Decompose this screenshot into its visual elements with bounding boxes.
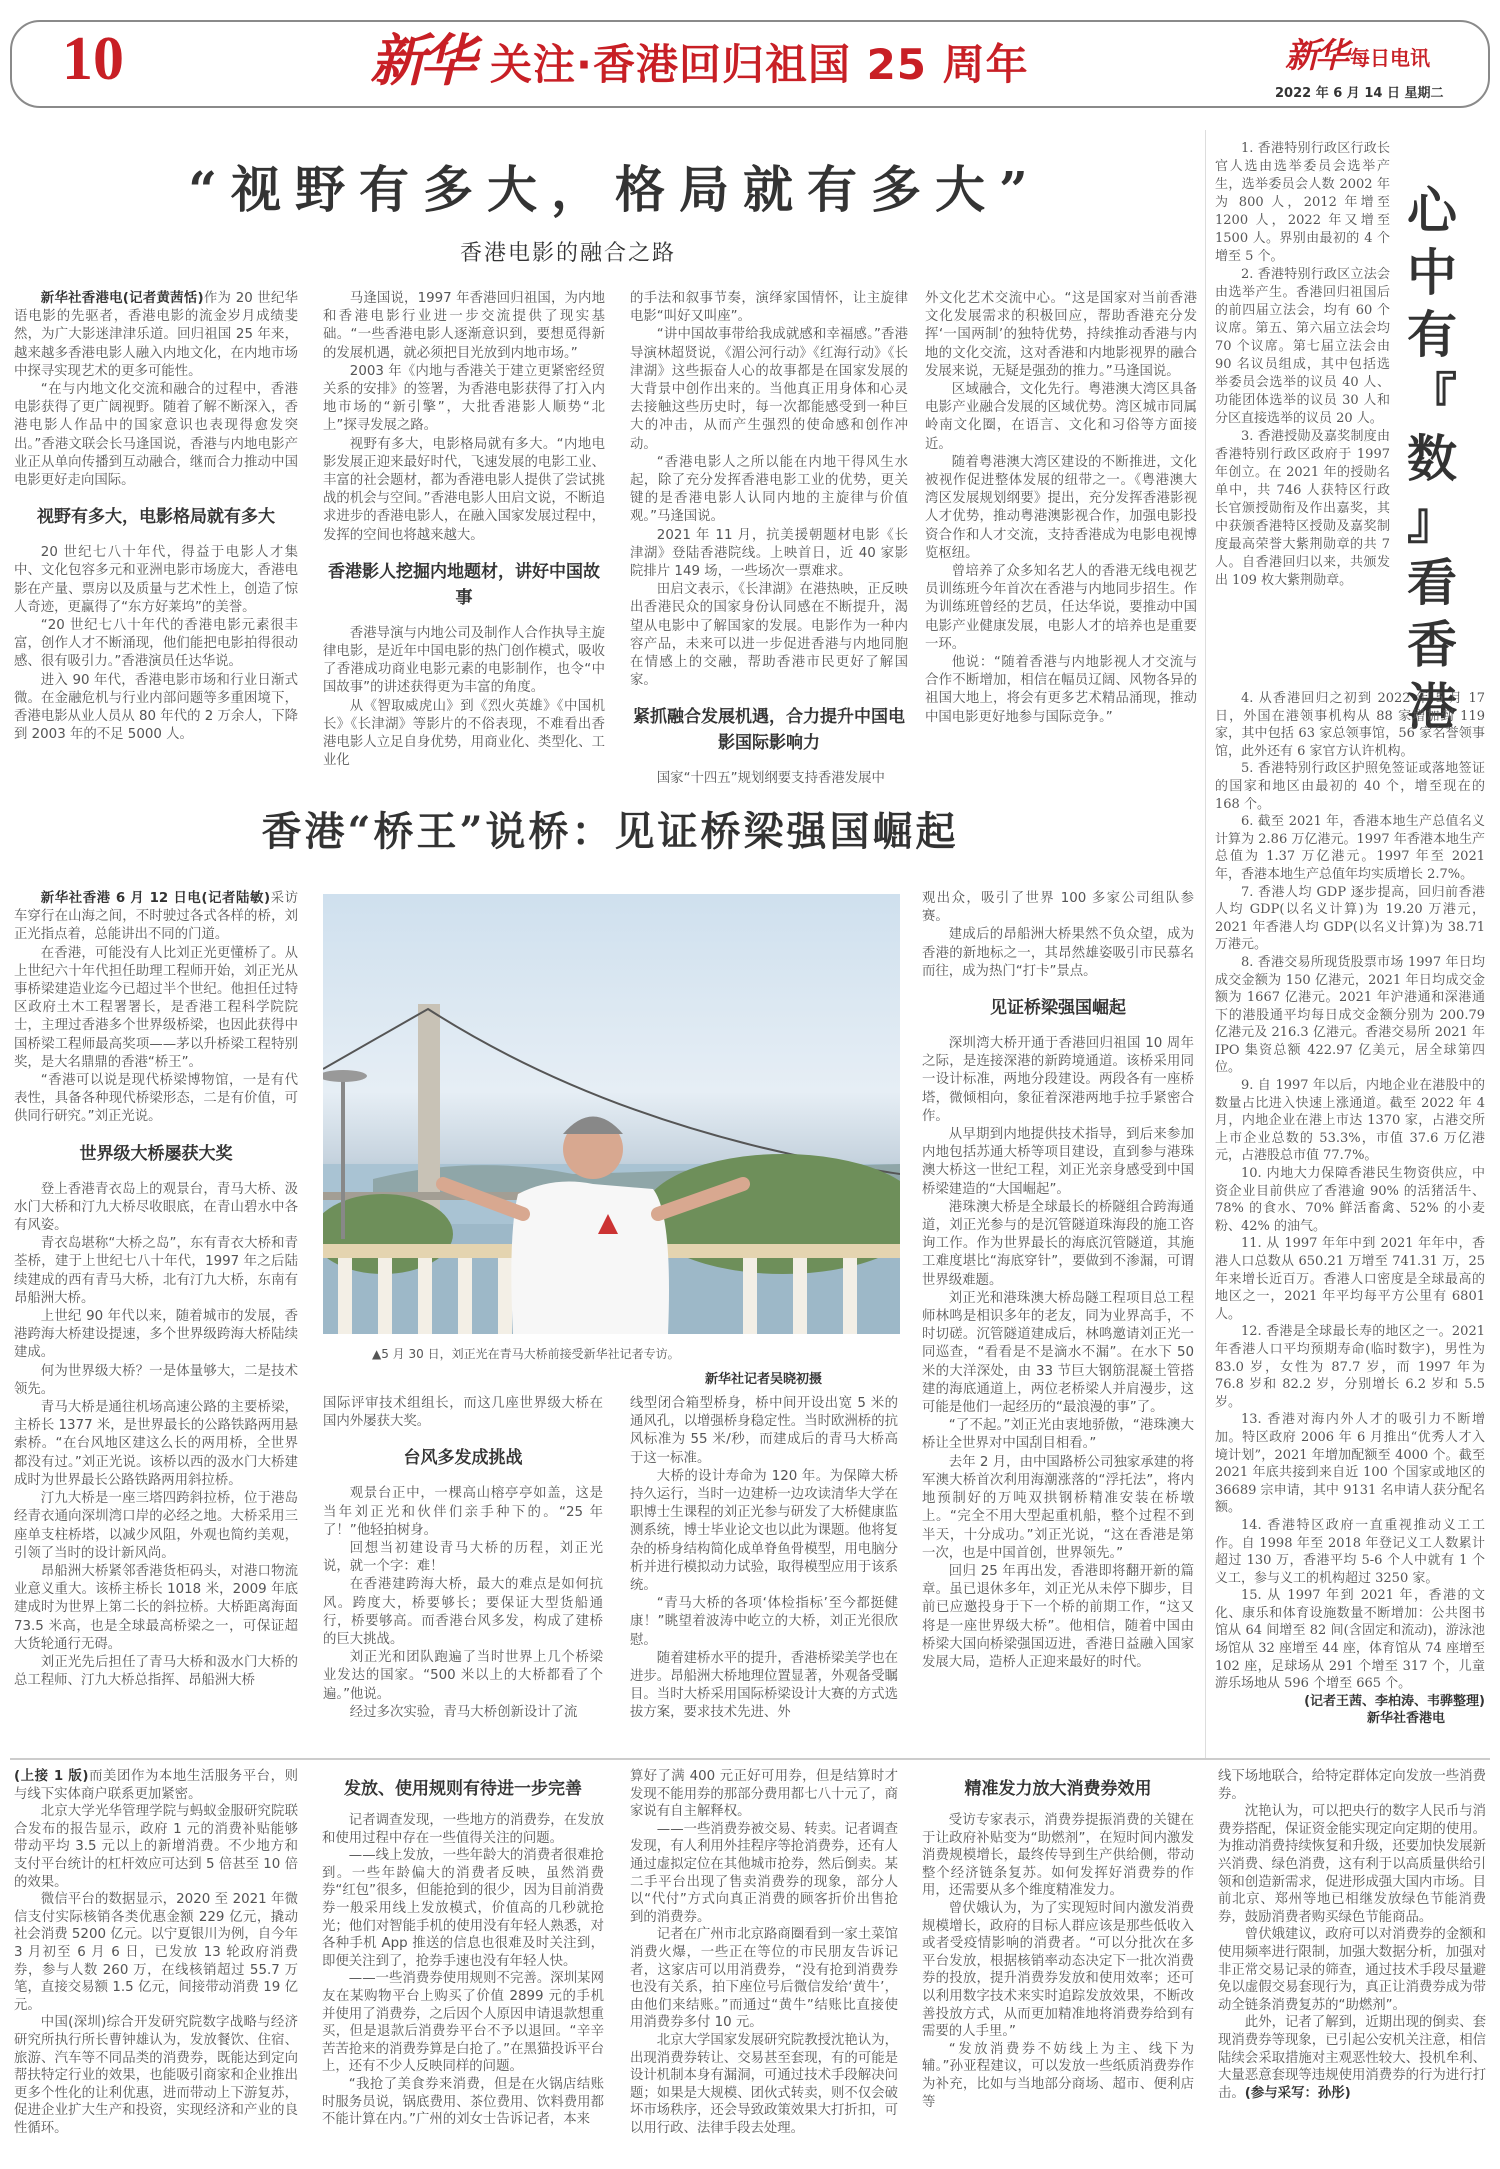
paragraph: 线型闭合箱型桥身，桥中间开设出宽 5 米的通风孔，以增强桥身稳定性。当时欧洲桥的抗风标准为 55 米/秒，而建成后的青马大桥高于这一标准。 (630, 1396, 898, 1466)
paragraph: 去年 2 月，由中国路桥公司独家承建的将军澳大桥首次利用海潮涨落的“浮托法”，将内地预制好的万吨双拱钢桥精准安装在桥墩上。“完全不用大型起重机船，整个过程不到半天，十分成功。”刘正光说，“这在香港是第一次，也是中国首创，世界领先。” (922, 1454, 1194, 1561)
paragraph: 他说：“随着香港与内地影视人才交流与合作不断增加，相信在幅员辽阔、风物各异的祖国大地上，将会有更多艺术精品涌现，推动中国电影更好地参与国际竞争。” (925, 655, 1197, 725)
fact-item: 11. 从 1997 年年中到 2021 年年中，香港人口总数从 650.21 万增至 741.31 万，25 年来增长近百万。香港人口密度是全球最高的地区之一，2021 年平均每平方公里有 6801 人。 (1215, 1236, 1485, 1322)
paragraph: 香港导演与内地公司及制作人合作执导主旋律电影，是近年中国电影的热门创作模式，吸收了香港成功商业电影元素的电影制作，也令“中国故事”的讲述获得更为丰富的角度。 (323, 625, 605, 696)
column-divider (1205, 130, 1206, 1760)
paragraph: “香港电影人之所以能在内地干得风生水起，除了充分发挥香港电影工业的优势，更关键的是香港电影人认同内地的主旋律与价值观。”马逢国说。 (630, 454, 908, 525)
fact-item: 4. 从香港回归之初到 2022 年 5 月 17 日，外国在港领事机构从 88 家增加到 119 家，其中包括 63 家总领事馆，56 家名誉领事馆，此外还有 6 家官方认许机构。 (1215, 691, 1485, 759)
paragraph: 刘正光和港珠澳大桥岛隧工程项目总工程师林鸣是相识多年的老友，同为业界高手，不时切磋。沉管隧道建成后，林鸣邀请刘正光一同巡查，“看看是不是滴水不漏”。在水下 50 米的大洋深处，由 33 节巨大钢筋混凝土管搭建的海底通道上，两位老桥梁人并肩漫步，这可能是他们一起经历的“最浪漫的事”了。 (922, 1290, 1194, 1416)
title-char: 』 (1407, 491, 1457, 550)
paragraph: 大桥的设计寿命为 120 年。为保障大桥持久运行，当时一边建桥一边攻读清华大学在职博士生课程的刘正光参与研发了大桥健康监测系统，博士毕业论文也以此为课题。他将复杂的桥身结构简化成单脊鱼骨模型，用电脑分析并进行模拟动力试验，取得模型应用于该系统。 (630, 1468, 898, 1594)
title-char: 心 (1407, 181, 1457, 240)
paragraph: 记者调查发现，一些地方的消费券，在发放和使用过程中存在一些值得关注的问题。 (322, 1813, 604, 1846)
paragraph: 田启文表示，《长津湖》在港热映，正反映出香港民众的国家身份认同感在不断提升，渴望从电影中了解国家的发展。电影作为一种内容产品，未来可以进一步促进香港与内地同胞在情感上的交融，帮助香港市民更好了解国家。 (630, 582, 908, 689)
article1-column-2 (323, 290, 605, 770)
paragraph: 登上香港青衣岛上的观景台，青马大桥、汲水门大桥和汀九大桥尽收眼底，在青山碧水中各有风姿。 (14, 1181, 298, 1234)
paragraph: 青马大桥是通往机场高速公路的主要桥梁，主桥长 1377 米，是世界最长的公路铁路两用悬索桥。“在台风地区建这么长的两用桥，全世界都没有过。”刘正光说。该桥以西的汲水门大桥建成时为世界最长公路铁路两用斜拉桥。 (14, 1400, 298, 1488)
paragraph: 受访专家表示，消费券提振消费的关键在于让政府补贴变为“助燃剂”，在短时间内激发消费规模增长，最终传导到生产供给侧，带动整个经济链条复苏。如何发挥好消费券的作用，还需要从多个维度精准发力。 (922, 1813, 1194, 1899)
bridge-photo (323, 894, 900, 1334)
article1-column-4 (925, 290, 1197, 727)
section-heading: 世界级大桥屡获大奖 (79, 1143, 233, 1164)
fact-item: 10. 内地大力保障香港民生物资供应，中资企业目前供应了香港逾 90% 的活猪活牛、78% 的食水、70% 鲜活畜禽、52% 的小麦粉、42% 的油气。 (1215, 1166, 1485, 1234)
article1-headline: “视野有多大，格局就有多大” (188, 160, 1042, 219)
fact-item: 6. 截至 2021 年，香港本地生产总值名义计算为 2.86 万亿港元。1997 年香港本地生产总值为 1.37 万亿港元。1997 年至 2021 年，香港本地生产总值年均实质增长 2.7%。 (1215, 814, 1485, 882)
paragraph: 微信平台的数据显示，2020 至 2021 年微信支付实际核销各类优惠金额 229 亿元，撬动社会消费 5200 亿元。以宁夏银川为例，自今年 3 月初至 6 月 6 日，已发放 13 轮政府消费券，参与人数 260 万，在线核销超过 55.7 万笔，直接交易额 1.5 亿元，间接带动消费 19 亿元。 (14, 1892, 298, 2013)
paragraph: 随着粤港澳大湾区建设的不断推进，文化被视作促进整体发展的纽带之一。《粤港澳大湾区发展规划纲要》提出，充分发挥香港影视人才优势，推动粤港澳影视合作，加强电影投资合作和人才交流，支持香港成为电影电视博览枢纽。 (925, 454, 1197, 561)
paragraph: 深圳湾大桥开通于香港回归祖国 10 周年之际，是连接深港的新跨境通道。该桥采用同一设计标准，两地分段建设。两段各有一座桥塔，微倾相向，象征着深港两地手拉手紧密合作。 (922, 1036, 1194, 1124)
paragraph: 北京大学光华管理学院与蚂蚁金服研究院联合发布的报告显示，政府 1 元的消费补贴能够带动平均 3.5 元以上的新增消费。不少地方和支付平台统计的杠杆效应可达到 5 倍甚至 10 倍的效果。 (14, 1804, 298, 1890)
paragraph: 算好了满 400 元正好可用券，但是结算时才发现不能用券的那部分费用都七八十元了，商家说有自主解释权。 (630, 1769, 898, 1820)
paragraph: 此外，记者了解到，近期出现的倒卖、套现消费券等现象，已引起公安机关注意，相信陆续会采取措施对主观恶性较大、投机牟利、大量恶意套现等违规使用消费券的行为进行打击。 (1218, 2015, 1486, 2101)
section-heading: 紧抓融合发展机遇，合力提升中国电影国际影响力 (633, 707, 905, 754)
byline: (参与采写：孙彤) (1244, 2085, 1351, 2101)
article3-column-2 (322, 1768, 604, 2129)
sidebar-vertical-title (1400, 180, 1464, 738)
paragraph: 进入 90 年代，香港电影市场和行业日渐式微。在金融危机与行业内部问题等多重困境下，香港电影从业人员从 80 年代的 2 万余人，下降到 2003 年的不足 5000 人。 (14, 672, 298, 743)
paragraph: 2021 年 11 月，抗美援朝题材电影《长津湖》登陆香港院线。上映首日，近 40 家影院排片 149 场，一些场次一票难求。 (630, 527, 908, 580)
paragraph: 沈艳认为，可以把央行的数字人民币与消费券搭配，保证资金能实现定向定期的使用。为推动消费持续恢复和升级，还要加快发展新兴消费、绿色消费，这有利于以高质量供给引领和创造新需求，促进形成强大国内市场。目前北京、郑州等地已相继发放绿色节能消费券，鼓励消费者购买绿色节能商品。 (1218, 1804, 1486, 1925)
paper-logo: 新华 (1285, 36, 1345, 76)
article2-column-2 (323, 1395, 603, 1722)
title-char: 中 (1407, 243, 1457, 302)
fact-item: 8. 香港交易所现货股票市场 1997 年日均成交金额为 150 亿港元，2021 年日均成交金额为 1667 亿港元。2021 年沪港通和深港通下的港股通平均每日成交金额分别为 200.79 亿港元及 216.3 亿港元。香港交易所 2021 年 IPO 集资总额 422.97 亿美元，居全球第四位。 (1215, 954, 1485, 1076)
paragraph: 2003 年《内地与香港关于建立更紧密经贸关系的安排》的签署，为香港电影获得了打入内地市场的“新引擎”，大批香港影人顺势“北上”探寻发展之路。 (323, 363, 605, 434)
fact-item: 2. 香港特别行政区立法会由选举产生。香港回归祖国后的前四届立法会，均有 60 个议席。第五、第六届立法会均 70 个议席。第七届立法会由 90 名议员组成，其中包括选举委员会选举的议员 40 人、功能团体选举的议员 30 人和分区直接选举的议员 20 人。 (1215, 267, 1390, 426)
paragraph: 在香港建跨海大桥，最大的难点是如何抗风。跨度大，桥要够长；要保证大型货船通行，桥要够高。而香港台风多发，构成了建桥的巨大挑战。 (323, 1577, 603, 1648)
paragraph: 区域融合，文化先行。粤港澳大湾区具备电影产业融合发展的区域优势。湾区城市同属岭南文化圈，在语言、文化和习俗等方面接近。 (925, 382, 1197, 452)
paragraph: 回想当初建设青马大桥的历程，刘正光说，就一个字：难！ (323, 1541, 603, 1575)
article1-column-3 (630, 290, 908, 789)
article1-subheadline: 香港电影的融合之路 (460, 241, 677, 266)
paragraph: 视野有多大，电影格局就有多大。“内地电影发展正迎来最好时代，飞速发展的电影工业、丰富的社会题材，都为香港电影人提供了尝试挑战的机会与空间。”香港电影人田启文说，不断追求进步的香港电影人，在融入国家发展过程中，发挥的空间也将越来越大。 (323, 436, 605, 543)
fact-item: 5. 香港特别行政区护照免签证或落地签证的国家和地区由最初的 40 个，增至现在的 168 个。 (1215, 761, 1485, 812)
paragraph: 随着建桥水平的提升，香港桥梁美学也在进步。昂船洲大桥地理位置显著，外观备受瞩目。当时大桥采用国际桥梁设计大赛的方式选拔方案，要求技术先进、外 (630, 1650, 898, 1721)
paragraph: ——一些消费券使用规则不完善。深圳某网友在某购物平台上购买了价值 2899 元的手机并使用了消费券，之后因个人原因申请退款想重买，但是退款后消费券平台不予以退回。“辛辛苦苦抢来的消费券算是白抢了。”在黑猫投诉平台上，还有不少人反映同样的问题。 (322, 1971, 604, 2075)
paragraph: 作为 20 世纪华语电影的先驱者，香港电影的流金岁月成绩斐然，为广大影迷津津乐道。回归祖国 25 年来，越来越多香港电影人融入内地文化，在内地市场中探寻实现艺术的更多可能性。 (14, 291, 298, 379)
dateline: 新华社香港电(记者黄茜恬) (40, 291, 204, 306)
continued-label: (上接 1 版) (14, 1769, 89, 1784)
paragraph: 青衣岛堪称“大桥之岛”，东有青衣大桥和青荃桥，建于上世纪七八十年代，1997 年之后陆续建成的西有青马大桥，北有汀九大桥，东南有昂船洲大桥。 (14, 1236, 298, 1306)
article3-column-1 (14, 1768, 298, 2137)
paragraph: 中国(深圳)综合开发研究院数字战略与经济研究所执行所长曹钟雄认为，发放餐饮、住宿、旅游、汽车等不同品类的消费券，既能达到定向帮扶特定行业的效果，也能吸引商家和企业推出更多个性化的让利优惠，进而带动上下游复苏，促进企业扩大生产和投资，实现经济和产业的良性循环。 (14, 2015, 298, 2136)
fact-item: 12. 香港是全球最长寿的地区之一。2021 年香港人口平均预期寿命(临时数字)，男性为 83.0 岁，女性为 87.7 岁，而 1997 年为 76.8 岁和 82.2 岁，分别增长 6.2 岁和 5.5 岁。 (1215, 1324, 1485, 1410)
section-title: 关注·香港回归祖国 25 周年 (490, 40, 1029, 89)
paragraph: “了不起。”刘正光由衷地骄傲，“港珠澳大桥让全世界对中国刮目相看。” (922, 1418, 1194, 1452)
paragraph: 记者在广州市北京路商圈看到一家土菜馆消费火爆，一些正在等位的市民朋友告诉记者，这家店可以用消费券，“没有抢到消费券也没有关系，拍下座位号后微信发给‘黄牛’，由他们来结账。”而通过“黄牛”结账比直接使用消费券多付 10 元。 (630, 1927, 898, 2031)
paragraph: 北京大学国家发展研究院教授沈艳认为，出现消费券转让、交易甚至套现，有的可能是设计机制本身有漏洞，可通过技术手段解决问题；如果是大规模、团伙式转卖，则不仅会破坏市场秩序，还会导致政策效果大打折扣，可以用行政、法律手段去处理。 (630, 2032, 898, 2136)
section-heading: 发放、使用规则有待进一步完善 (344, 1779, 582, 1799)
paragraph: 20 世纪七八十年代，得益于电影人才集中、文化包容多元和亚洲电影市场庞大，香港电影在产量、票房以及质量与艺术性上，创造了惊人奇迹，更赢得了“东方好莱坞”的美誉。 (14, 545, 298, 615)
title-char: 港 (1407, 677, 1457, 736)
dateline: 新华社香港 6 月 12 日电(记者陆敏) (40, 891, 271, 906)
title-char: 看 (1407, 553, 1457, 612)
paragraph: 观出众，吸引了世界 100 多家公司组队参赛。 (922, 891, 1194, 925)
article3-column-3 (630, 1768, 898, 2137)
photo-caption: ▲5 月 30 日，刘正光在青马大桥前接受新华社记者专访。 (372, 1347, 680, 1361)
paragraph: 港珠澳大桥是全球最长的桥隧组合跨海通道，刘正光参与的是沉管隧道珠海段的施工咨询工作。作为世界最长的海底沉管隧道，其施工难度堪比“海底穿针”，要做到不渗漏，可谓世界级难题。 (922, 1199, 1194, 1288)
paragraph: 曾伏娥认为，为了实现短时间内激发消费规模增长，政府的目标人群应该是那些低收入或者受疫情影响的消费者。“可以分批次在多平台发放，根据核销率动态决定下一批次消费券的投放，提升消费券发放和使用效率；还可以利用数字技术来实时追踪发放效果，不断改善投放方式，从而更加精准地将消费券给到有需要的人手里。” (922, 1900, 1194, 2040)
fact-item: 13. 香港对海内外人才的吸引力不断增加。特区政府 2006 年 6 月推出“优秀人才入境计划”，2021 年增加配额至 4000 个。截至 2021 年底共接到来自近 100 个国家或地区的 36689 宗申请，其中 9131 名申请人获分配名额。 (1215, 1412, 1485, 1516)
paragraph: “讲中国故事带给我成就感和幸福感。”香港导演林超贤说，《湄公河行动》《红海行动》《长津湖》这些振奋人心的故事都是在国家发展的大背景中创作出来的。当他真正用身体和心灵去接触这些历史时，每一次都能感受到一种巨大的冲击，从而产生强烈的使命感和创作冲动。 (630, 327, 908, 452)
paragraph: 回归 25 年再出发，香港即将翻开新的篇章。虽已退休多年，刘正光从未停下脚步，目前已应邀投身于下一个桥的前期工作，“这又将是一座世界级大桥”。他相信，随着中国由桥梁大国向桥梁强国迈进，香港日益融入国家发展大局，造桥人正迎来最好的时代。 (922, 1563, 1194, 1670)
paragraph: 从《智取威虎山》到《烈火英雄》《中国机长》《长津湖》等影片的不俗表现，不难看出香港电影人立足自身优势，用商业化、类型化、工业化 (323, 698, 605, 769)
paragraph: 昂船洲大桥紧邻香港货柜码头，对港口物流业意义重大。该桥主桥长 1018 米，2009 年底建成时为世界上第二长的斜拉桥。大桥距离海面 73.5 米高，也是全球最高桥梁之一，可保证超大货轮通行无碍。 (14, 1563, 298, 1652)
paragraph: 汀九大桥是一座三塔四跨斜拉桥，位于港岛经青衣通向深圳湾口岸的必经之地。大桥采用三座单支柱桥塔，以减少风阻，外观也简约美观，引领了当时的设计新风尚。 (14, 1491, 298, 1561)
fact-item: 7. 香港人均 GDP 逐步提高，回归前香港人均 GDP(以名义计算)为 19.20 万港元，2021 年香港人均 GDP(以名义计算)为 38.71 万港元。 (1215, 884, 1485, 953)
sidebar-bottom-items (1215, 690, 1485, 1728)
issue-date: 2022 年 6 月 14 日 星期二 (1275, 86, 1444, 101)
article2-column-1 (14, 890, 298, 1690)
article2-column-3 (630, 1395, 898, 1723)
xinhua-logo: 新华 (370, 28, 470, 94)
fact-item: 14. 香港特区政府一直重视推动义工工作。自 1998 年至 2018 年登记义工人数累计超过 130 万，香港平均 5-6 个人中就有 1 个义工，参与义工的机构超过 3250 家。 (1215, 1517, 1485, 1586)
title-char: 数 (1407, 429, 1457, 488)
fact-item: 9. 自 1997 年以后，内地企业在港股中的数量占比进入快速上涨通道。截至 2022 年 4 月，内地企业在港上市达 1370 家，占港交所上市企业总数的 53.3%，市值 37.6 万亿港元，占港股总市值 77.7%。 (1215, 1078, 1485, 1164)
paragraph: 建成后的昂船洲大桥果然不负众望，成为香港的新地标之一，其昂然雄姿吸引市民慕名而往，成为热门“打卡”景点。 (922, 927, 1194, 979)
paragraph: ——线上发放，一些年龄大的消费者很难抢到。一些年龄偏大的消费者反映，虽然消费券“红包”很多，但能抢到的很少，因为目前消费券一般采用线上发放模式，价值高的几秒就抢光；他们对智能手机的使用没有年轻人熟悉，对各种手机 App 推送的信息也很难及时关注到，即便关注到了，抢券手速也没有年轻人快。 (322, 1848, 604, 1969)
paragraph: 曾培养了众多知名艺人的香港无线电视艺员训练班今年首次在香港与内地同步招生。作为训练班曾经的艺员，任达华说，要推动中国电影产业健康发展，电影人才的培养也是重要一环。 (925, 564, 1197, 652)
article3-column-5 (1218, 1768, 1486, 2102)
paragraph: 而美团作为本地生活服务平台，则与线下实体商户联系更加紧密。 (14, 1769, 299, 1802)
photo-credit: 新华社记者吴晓初摄 (705, 1372, 823, 1387)
paragraph: 上世纪 90 年代以来，随着城市的发展，香港跨海大桥建设提速，多个世界级跨海大桥陆续建成。 (14, 1309, 298, 1361)
paragraph: 何为世界级大桥？一是体量够大，二是技术领先。 (14, 1363, 298, 1397)
page-number: 10 (62, 25, 124, 93)
paragraph: 国家“十四五”规划纲要支持香港发展中 (656, 771, 885, 787)
section-heading: 台风多发成挑战 (403, 1448, 523, 1469)
paragraph: 线下场地联合，给特定群体定向发放一些消费券。 (1218, 1769, 1486, 1802)
paragraph: 曾伏娥建议，政府可以对消费券的金额和使用频率进行限制，加强大数据分析，加强对非正常交易记录的筛查，通过技术手段尽量避免以虚假交易套现行为，真正让消费券成为带动全链条消费复苏的“助燃剂”。 (1218, 1927, 1486, 2013)
paper-name: 每日电讯 (1350, 46, 1430, 70)
article3-column-4 (922, 1768, 1194, 2111)
title-char: 香 (1407, 615, 1457, 674)
paragraph: 在香港，可能没有人比刘正光更懂桥了。从上世纪六十年代担任助理工程师开始，刘正光从事桥梁建造业迄今已超过半个世纪。他担任过特区政府土木工程署署长，是香港工程科学院院士，主理过香港多个世界级桥梁，也因此获得中国桥梁工程师最高奖项——茅以升桥梁工程特别奖，是大名鼎鼎的香港“桥王”。 (14, 945, 298, 1070)
paragraph: 从早期到内地提供技术指导，到后来参加内地包括苏通大桥等项目建设，直到参与港珠澳大桥这一世纪工程，刘正光亲身感受到中国桥梁建造的“大国崛起”。 (922, 1127, 1194, 1197)
paragraph: “我抢了美食券来消费，但是在火锅店结账时服务员说，锅底费用、茶位费用、饮料费用都不能计算在内。”广州的刘女士告诉记者，本来 (322, 2076, 604, 2128)
paragraph: 刘正光先后担任了青马大桥和汲水门大桥的总工程师、汀九大桥总指挥、昂船洲大桥 (14, 1654, 298, 1689)
sidebar-byline: (记者王茜、李柏涛、韦骅整理) (1304, 1693, 1485, 1709)
paragraph: ——一些消费券被交易、转卖。记者调查发现，有人利用外挂程序等抢消费券，还有人通过虚拟定位在其他城市抢券，然后倒卖。某二手平台出现了售卖消费券的现象，部分人以“代付”方式向真正消费的顾客折价出售抢到的消费券。 (630, 1821, 898, 1925)
paragraph: 刘正光和团队跑遍了当时世界上几个桥梁业发达的国家。“500 米以上的大桥都看了个遍。”他说。 (323, 1650, 603, 1702)
article1-column-1 (14, 290, 298, 744)
article2-headline: 香港“桥王”说桥：见证桥梁强国崛起 (261, 808, 959, 855)
title-char: 有 (1407, 305, 1457, 364)
section-heading: 见证桥梁强国崛起 (990, 998, 1126, 1019)
paragraph: 国际评审技术组组长，而这几座世界级大桥在国内外屡获大奖。 (323, 1396, 603, 1430)
section-heading: 香港影人挖掘内地题材，讲好中国故事 (328, 561, 600, 608)
photo-illustration (323, 894, 900, 1334)
paragraph: “20 世纪七八十年代的香港电影元素很丰富，创作人才不断涌现，他们能把电影拍得很动感、很有吸引力。”香港演员任达华说。 (14, 618, 298, 670)
paragraph: 采访车穿行在山海之间，不时驶过各式各样的桥，刘正光指点着，总能讲出不同的门道。 (14, 891, 299, 943)
paragraph: “青马大桥的各项‘体检指标’至今都挺健康！”眺望着波涛中屹立的大桥，刘正光很欣慰。 (630, 1596, 898, 1648)
paragraph: 马逢国说，1997 年香港回归祖国，为内地和香港电影行业进一步交流提供了现实基础。“一些香港电影人逐渐意识到，要想觅得新的发展机遇，就必须把目光放到内地市场。” (323, 291, 605, 361)
section-heading: 视野有多大，电影格局就有多大 (37, 507, 275, 528)
paragraph: 经过多次实验，青马大桥创新设计了流 (349, 1704, 578, 1720)
title-char: 『 (1407, 367, 1457, 426)
section-heading: 精准发力放大消费券效用 (964, 1779, 1152, 1799)
sidebar-top-items (1215, 140, 1390, 590)
paragraph: 外文化艺术交流中心。“这是国家对当前香港文化发展需求的积极回应，帮助香港充分发挥‘一国两制’的独特优势，持续推动香港与内地的文化交流，这对香港和内地影视界的融合发展来说，无疑是强劲的推力。”马逢国说。 (925, 291, 1197, 379)
sidebar-dateline: 新华社香港电 (1366, 1711, 1445, 1727)
paragraph: “发放消费券不妨线上为主、线下为辅。”孙亚程建议，可以发放一些纸质消费券作为补充，比如与当地部分商场、超市、便利店等 (922, 2041, 1194, 2110)
fact-item: 3. 香港授勋及嘉奖制度由香港特别行政区政府于 1997 年创立。在 2021 年的授勋名单中，共 746 人获特区行政长官颁授勋衔及作出嘉奖，其中获颁香港特区授勋及嘉奖制度最高荣誉大紫荆勋章的共 7 人。自香港回归以来，共颁发出 109 枚大紫荆勋章。 (1215, 429, 1390, 588)
paragraph: “香港可以说是现代桥梁博物馆，一是有代表性，具备各种现代桥梁形态，二是有价值，可供同行研究。”刘正光说。 (14, 1073, 298, 1125)
paragraph: “在与内地文化交流和融合的过程中，香港电影获得了更广阔视野。随着了解不断深入，香港电影人作品中的国家意识也表现得愈发突出。”香港文联会长马逢国说，香港与内地电影产业正从单向传播到互动融合，继而合力推动中国电影更好走向国际。 (14, 382, 298, 489)
paragraph: 的手法和叙事节奏，演绎家国情怀，让主旋律电影“叫好又叫座”。 (630, 291, 908, 325)
fact-item: 15. 从 1997 年到 2021 年，香港的文化、康乐和体育设施数量不断增加：公共图书馆从 64 间增至 82 间(含固定和流动)，游泳池场馆从 32 座增至 44 座，体育馆从 74 座增至 102 座，足球场从 291 个增至 317 个，儿童游乐场地从 596 个增至 665 个。 (1215, 1588, 1485, 1692)
section-divider (10, 1758, 1490, 1760)
fact-item: 1. 香港特别行政区行政长官人选由选举委员会选举产生，选举委员会人数 2002 年为 800 人，2012 年增至 1200 人，2022 年又增至 1500 人。界别由最初的 4 个增至 5 个。 (1215, 141, 1390, 264)
paragraph: 观景台正中，一棵高山榕亭亭如盖，这是当年刘正光和伙伴们亲手种下的。“25 年了！”他轻拍树身。 (323, 1486, 603, 1538)
article2-column-4 (922, 890, 1194, 1672)
